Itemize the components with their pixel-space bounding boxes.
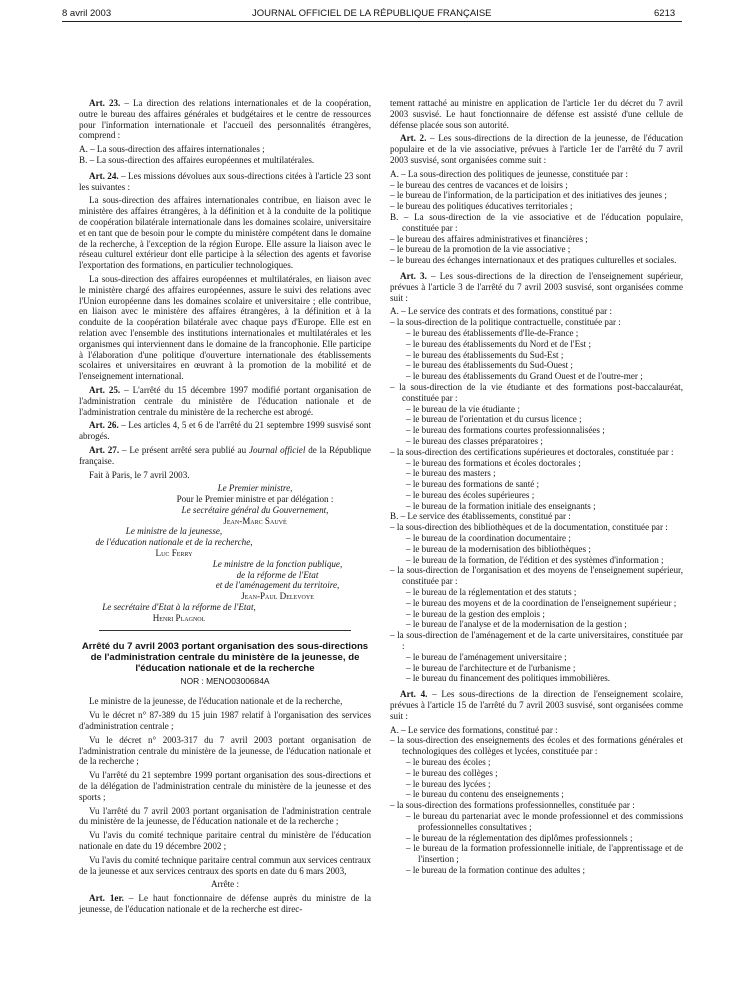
visa-5: Vu l'avis du comité technique paritaire central du ministère de l'éducation nationale en date du 19 décembre 2002 ;: [79, 830, 371, 852]
signatory-3-line3: et de l'aménagement du territoire,: [215, 580, 340, 591]
list-item: – le bureau des masters ;: [406, 468, 496, 479]
list-item: – le bureau des établissements du Grand Ouest et de l'outre-mer ;: [406, 371, 643, 382]
list-item: – le bureau des centres de vacances et de loisirs ;: [390, 179, 568, 190]
list-item: – le bureau des établissements du Sud-Ouest ;: [406, 360, 573, 371]
list-item: – le bureau des politiques éducatives territoriales ;: [390, 201, 573, 212]
list-item: – le bureau du partenariat avec le monde professionnel et des commissions professionnelles consultatives ;: [406, 811, 683, 832]
signatory-3-title: Le ministre de la fonction publique,: [212, 558, 343, 569]
list-item: – le bureau de la coordination documentaire ;: [406, 533, 571, 544]
article-26: Art. 26. – Les articles 4, 5 et 6 de l'arrêté du 21 septembre 1999 susvisé sont abrogés.: [79, 420, 372, 442]
list-item: – le bureau des classes préparatoires ;: [406, 435, 543, 446]
visa-6: Vu l'avis du comité technique paritaire central commun aux services centraux de la jeunesse et aux services centraux des sports en date du 6 mars 2003,: [79, 854, 371, 876]
list-item: – le bureau de la formation initiale des enseignants ;: [406, 500, 596, 511]
section-separator: [99, 630, 351, 631]
article-4: Art. 4. – Les sous-directions de la direction de l'enseignement scolaire, prévues à l'article 15 de l'arrêté du 7 avril 2003 susvisé, sont organisées comme suit :: [390, 689, 684, 721]
signatory-1-delegation: Pour le Premier ministre et par délégation :: [176, 494, 334, 505]
list-item: – le bureau de l'aménagement universitaire ;: [406, 651, 567, 662]
list-item: – le bureau des établissements du Nord et de l'Est ;: [406, 338, 591, 349]
art23-item-a: A. – La sous-direction des affaires internationales ;: [79, 144, 265, 155]
signatory-1-role: Le secrétaire général du Gouvernement,: [181, 504, 329, 515]
left-column: [79, 98, 371, 918]
list-item: – le bureau de la formation, de l'édition et des systèmes d'information ;: [406, 554, 664, 565]
visa-3: Vu l'arrêté du 21 septembre 1999 portant organisation des sous-directions et de la délégation de l'administration centrale du ministère de la jeunesse et des sports ;: [79, 770, 371, 802]
art3-b-subdirection-1: – la sous-direction des bibliothèques et de la documentation, constituée par :: [390, 522, 668, 533]
art3-b1-list: [390, 533, 683, 565]
art2-section-b-list: [390, 234, 683, 266]
art3-b-subdirection-3: – la sous-direction de l'aménagement et de la carte universitaires, constituée par :: [390, 630, 683, 652]
art3-a1-list: [390, 328, 683, 382]
signature-block-2: [79, 526, 269, 558]
list-item: – le bureau de la gestion des emplois ;: [406, 608, 545, 619]
article-24: Art. 24. – Les missions dévolues aux sous-directions citées à l'article 23 sont les suivantes :: [79, 170, 372, 192]
art3-a2-list: [390, 404, 683, 447]
list-item: – le bureau de l'analyse et de la modernisation de la gestion ;: [406, 619, 627, 630]
art24-paragraph-2: La sous-direction des affaires européennes et multilatérales, en liaison avec le ministère chargé des affaires européennes, assure le suivi des relations avec l'Union européenne dans les domaines scolaire et universitaire ; elle contribue, en liaison avec le ministère des affaires étrangères, à la définition et à la conduite de la coopération bilatérale avec chaque pays d'Europe. Elle est en relation avec l'ensemble des institutions internationales et multilatérales et les organismes qui interviennent dans le domaine de la francophonie. Elle participe à l'élaboration d'une politique d'ouverture internationale des établissements scolaires et universitaires en œuvrant à la promotion de la mobilité et de l'enseignement international.: [79, 273, 371, 382]
art2-section-a: A. – La sous-direction des politiques de jeunesse, constituée par :: [390, 168, 628, 179]
art23-item-b: B. – La sous-direction des affaires européennes et multilatérales.: [79, 154, 315, 165]
list-item: – le bureau des établissements d'Ile-de-France ;: [406, 327, 579, 338]
art4-a1-list: [390, 757, 683, 800]
list-item: – le bureau de la réglementation et des statuts ;: [406, 587, 577, 598]
decree-title: Arrêté du 7 avril 2003 portant organisation des sous-directions de l'administration centrale du ministère de la jeunesse, de l'éducation nationale et de la recherche: [81, 640, 369, 674]
art3-b3-list: [390, 652, 683, 684]
article-25: Art. 25. – L'arrêté du 15 décembre 1997 modifié portant organisation de l'administration centrale du ministère de l'éducation nationale et de l'administration centrale du ministère de la recherche est abrogé.: [79, 384, 372, 417]
right-column: [390, 98, 683, 876]
nor-reference: NOR : MENO0300684A: [180, 675, 270, 686]
list-item: – le bureau des affaires administratives et financières ;: [390, 233, 588, 244]
list-item: – le bureau des moyens et de la coordination de l'enseignement supérieur ;: [406, 597, 677, 608]
header-page-number: 6213: [654, 8, 676, 19]
list-item: – le bureau du financement des politiques immobilières.: [406, 673, 611, 684]
art3-service-a: A. – Le service des contrats et des formations, constitué par :: [390, 306, 612, 317]
art3-a3-list: [390, 458, 683, 512]
art2-section-a-list: [390, 180, 683, 212]
art3-a-subdirection-1: – la sous-direction de la politique contractuelle, constituée par :: [390, 317, 621, 328]
list-item: – le bureau de la formation continue des adultes ;: [406, 864, 586, 875]
list-item: – le bureau de l'architecture et de l'urbanisme ;: [406, 662, 576, 673]
signing-place-date: Fait à Paris, le 7 avril 2003.: [89, 469, 190, 480]
art4-a-subdirection-1: – la sous-direction des enseignements des écoles et des formations générales et technologiques des collèges et lycées, constituée par :: [390, 735, 683, 757]
art24-paragraph-1: La sous-direction des affaires internationales contribue, en liaison avec le ministère des affaires étrangères, à la définition et à la conduite de la politique de coopération bilatérale internationale dans les domaines scolaire, universitaire et en tant que de besoin pour le compte du ministère compétent dans le domaine de la recherche, à l'exception de la région Europe. Elle assure la liaison avec le réseau culturel extérieur dont elle participe à la sélection des agents et favorise l'exportation des formations, en particulier technologiques.: [79, 195, 371, 271]
signature-block: [79, 483, 371, 526]
list-item: – le bureau de la formation professionnelle initiale, de l'apprentissage et de l'insertion ;: [406, 843, 683, 865]
list-item: – le bureau des formations courtes professionnalisées ;: [406, 425, 605, 436]
signatory-1-name: Jean-Marc Sauvé: [223, 515, 287, 526]
list-item: – le bureau des échanges internationaux et des pratiques culturelles et sociales.: [390, 255, 677, 266]
signatory-4-title: Le secrétaire d'Etat à la réforme de l'Etat,: [102, 602, 256, 613]
list-item: – le bureau de l'orientation et du cursus licence ;: [406, 414, 582, 425]
header-title: JOURNAL OFFICIEL DE LA RÉPUBLIQUE FRANÇAISE: [252, 8, 492, 19]
list-item: – le bureau du contenu des enseignements ;: [406, 789, 564, 800]
article-1: Art. 1er. – Le haut fonctionnaire de défense auprès du ministre de la jeunesse, de l'éducation nationale et de la recherche est direc-: [79, 893, 371, 914]
list-item: – le bureau de la modernisation des bibliothèques ;: [406, 543, 591, 554]
signatory-1-title: Le Premier ministre,: [217, 483, 293, 494]
list-item: – le bureau de l'information, de la participation et des initiatives des jeunes ;: [390, 190, 667, 201]
article-1-continued: tement rattaché au ministre en application de l'article 1er du décret du 7 avril 2003 susvisé. Le haut fonctionnaire de défense est assisté d'une cellule de défense placée sous son autorité.: [390, 98, 683, 130]
signature-block-3: [79, 559, 371, 602]
list-item: – le bureau de la vie étudiante ;: [406, 403, 520, 414]
signatory-3-name: Jean-Paul Delevoye: [241, 591, 314, 602]
art4-service-a: A. – Le service des formations, constitué par :: [390, 724, 558, 735]
signatory-2-title: Le ministre de la jeunesse,: [125, 526, 223, 537]
page-header: [0, 0, 748, 38]
signatory-4-name: Henri Plagnol: [152, 612, 206, 623]
art3-a-subdirection-2: – la sous-direction de la vie étudiante et des formations post-baccalauréat, constituée par :: [390, 381, 683, 403]
art3-b2-list: [390, 587, 683, 630]
header-date: 8 avril 2003: [62, 8, 112, 19]
visa-2: Vu le décret n° 2003-317 du 7 avril 2003 portant organisation de l'administration centrale du ministère de la jeunesse, de l'éducation nationale et de la recherche ;: [79, 734, 371, 767]
art3-a-subdirection-3: – la sous-direction des certifications supérieures et doctorales, constituée par :: [390, 446, 674, 457]
list-item: – le bureau des lycées ;: [406, 778, 491, 789]
art2-section-b: B. – La sous-direction de la vie associative et de l'éducation populaire, constituée par :: [390, 211, 683, 233]
visa-1: Vu le décret n° 87-389 du 15 juin 1987 relatif à l'organisation des services d'administration centrale ;: [79, 710, 371, 732]
signatory-3-line2: de la réforme de l'Etat: [236, 569, 319, 580]
list-item: – le bureau de la réglementation des diplômes professionnels ;: [406, 832, 633, 843]
arrete-label: Arrête :: [210, 879, 240, 890]
visa-intro: Le ministre de la jeunesse, de l'éducation nationale et de la recherche,: [89, 696, 343, 707]
article-2: Art. 2. – Les sous-directions de la direction de la jeunesse, de l'éducation populaire et de la vie associative, prévues à l'article 1er de l'arrêté du 7 avril 2003 susvisé, sont organisées comme suit :: [390, 133, 684, 165]
signatory-2-title-cont: de l'éducation nationale et de la recherche,: [95, 537, 253, 548]
list-item: – le bureau des écoles ;: [406, 757, 491, 768]
article-27: Art. 27. – Le présent arrêté sera publié au Journal officiel de la République française.: [79, 444, 372, 466]
list-item: – le bureau des établissements du Sud-Est ;: [406, 349, 564, 360]
article-23: Art. 23. – La direction des relations internationales et de la coopération, outre le bureau des affaires générales et budgétaires et le centre de ressources pour l'information internationale et l'accueil des personnalités étrangères, comprend :: [79, 98, 372, 141]
list-item: – le bureau des formations et écoles doctorales ;: [406, 457, 581, 468]
list-item: – le bureau de la promotion de la vie associative ;: [390, 244, 571, 255]
art3-service-b: B. – Le service des établissements, constitué par :: [390, 511, 571, 522]
visa-4: Vu l'arrêté du 7 avril 2003 portant organisation de l'administration centrale du ministère de la jeunesse, de l'éducation nationale et de la recherche ;: [79, 805, 371, 827]
art3-b-subdirection-2: – la sous-direction de l'organisation et des moyens de l'enseignement supérieur, constituée par :: [390, 565, 683, 587]
list-item: – le bureau des écoles supérieures ;: [406, 489, 535, 500]
article-3: Art. 3. – Les sous-directions de la direction de l'enseignement supérieur, prévues à l'article 3 de l'arrêté du 7 avril 2003 susvisé, sont organisées comme suit :: [390, 270, 683, 303]
signatory-2-name: Luc Ferry: [155, 548, 193, 559]
art4-a-subdirection-2: – la sous-direction des formations professionnelles, constituée par :: [390, 800, 635, 811]
list-item: – le bureau des formations de santé ;: [406, 479, 540, 490]
header-rule: [62, 21, 682, 22]
list-item: – le bureau des collèges ;: [406, 767, 498, 778]
signature-block-4: [79, 602, 279, 624]
art4-a2-list: [390, 811, 683, 876]
